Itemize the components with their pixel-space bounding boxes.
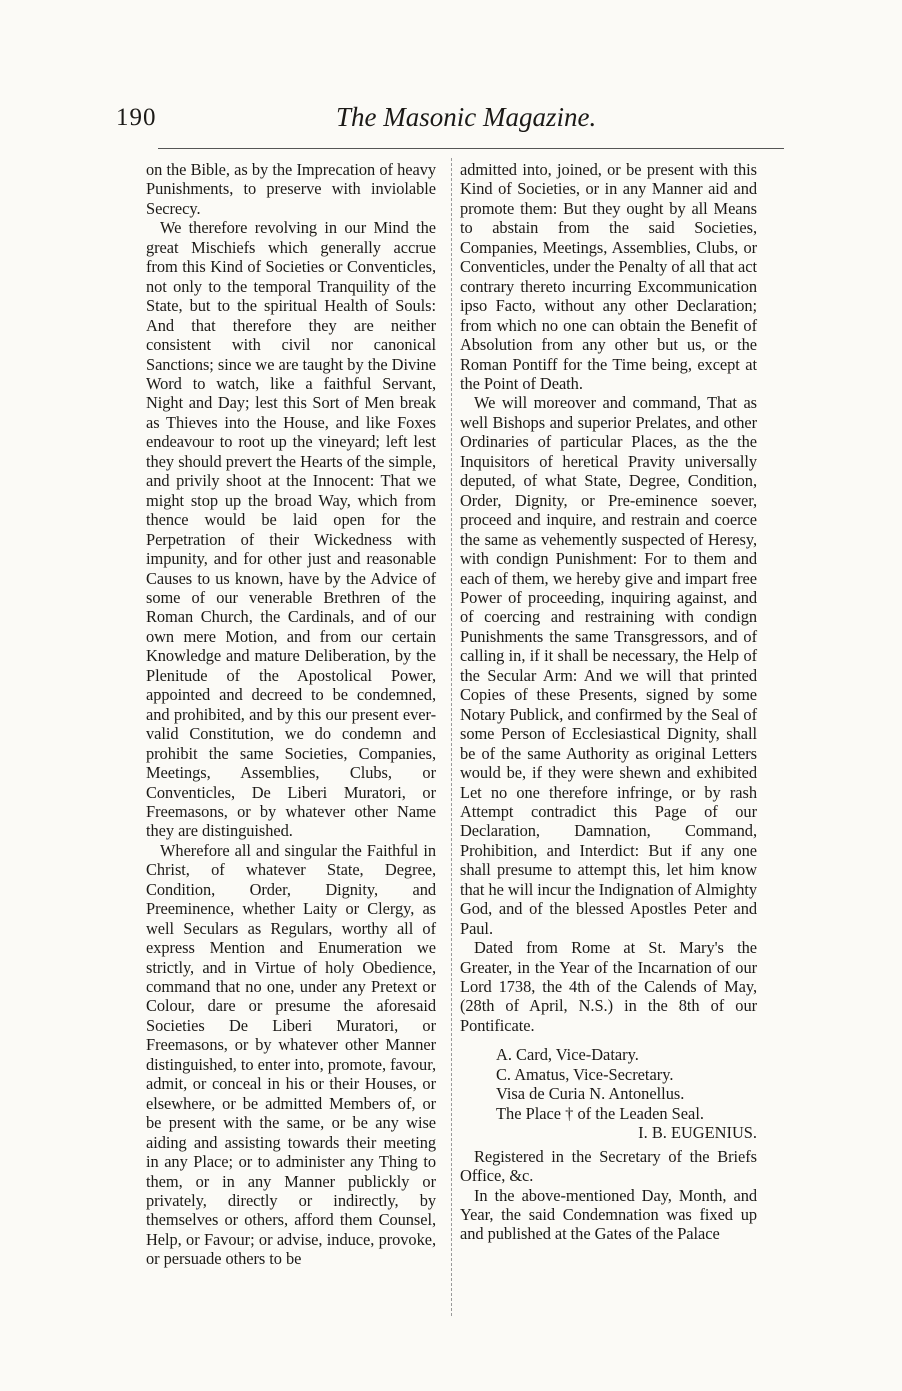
paragraph: In the above-mentioned Day, Month, and Year, the said Condemnation was fixed up and published at the Gates of the Palace	[460, 1185, 757, 1244]
pope-signature: I. B. EUGENIUS.	[638, 1123, 757, 1143]
paragraph: on the Bible, as by the Imprecation of heavy Punishments, to preserve with inviolable Secrecy.	[146, 160, 436, 218]
paragraph: Registered in the Secretary of the Briefs Office, &c.	[460, 1146, 757, 1186]
page-header	[0, 100, 902, 140]
right-column	[460, 160, 757, 1244]
signature-line: A. Card, Vice-Datary.	[496, 1045, 639, 1065]
signature-line: The Place † of the Leaden Seal.	[496, 1103, 704, 1123]
signature-line: C. Amatus, Vice-Secretary.	[496, 1064, 674, 1084]
paragraph: Wherefore all and singular the Faithful in Christ, of whatever State, Degree, Condition, Order, Dignity, and Preeminence, whether Laity or Clergy, as well Seculars as Regulars, worthy all of express Mention and Enumeration we strictly, and in Virtue of holy Obedience, command that no one, under any Pretext or Colour, dare or presume the aforesaid Societies De Liberi Muratori, or Freemasons, or by whatever other Manner distinguished, to enter into, promote, favour, admit, or conceal in his or their Houses, or elsewhere, or be admitted Members of, or be present with the same, or be any wise aiding and assisting towards their meeting in any Place; or to administer any Thing to them, or in any Manner publickly or privately, directly or indirectly, by themselves or others, afford them Counsel, Help, or Favour; or advise, induce, provoke, or persuade others to be	[146, 840, 436, 1269]
header-rule	[158, 148, 784, 149]
paragraph: admitted into, joined, or be present with this Kind of Societies, or in any Manner aid and promote them: But they ought by all Means to abstain from the said Societies, Companies, Meetings, Assemblies, Clubs, or Conventicles, under the Penalty of all that act contrary thereto incurring Excommunication ipso Facto, without any other Declaration; from which no one can obtain the Benefit of Absolution from any other but us, or the Roman Pontiff for the Time being, except at the Point of Death.	[460, 160, 757, 393]
paragraph: Dated from Rome at St. Mary's the Greater, in the Year of the Incarnation of our Lord 1738, the 4th of the Calends of May, (28th of April, N.S.) in the 8th of our Pontificate.	[460, 938, 757, 1035]
column-divider	[451, 158, 452, 1316]
left-column	[146, 160, 436, 1269]
signature-line: Visa de Curia N. Antonellus.	[496, 1084, 685, 1104]
spacer	[460, 1035, 757, 1045]
running-title: The Masonic Magazine.	[336, 102, 597, 132]
paragraph: We will moreover and command, That as well Bishops and superior Prelates, and other Ordinaries of particular Places, as the the Inquisitors of heretical Pravity universally deputed, of what State, Degree, Condition, Order, Dignity, or Pre-eminence soever, proceed and inquire, and restrain and coerce the same as vehemently suspected of Heresy, with condign Punishment: For to them and each of them, we hereby give and impart free Power of proceeding, inquiring against, and of coercing and restraining with condign Punishments the same Transgressors, and of calling in, if it shall be necessary, the Help of the Secular Arm: And we will that printed Copies of these Presents, signed by some Notary Publick, and confirmed by the Seal of some Person of Ecclesiastical Dignity, shall be of the same Authority as original Letters would be, if they were shewn and exhibited Let no one therefore infringe, or by rash Attempt contradict this Page of our Declaration, Damnation, Command, Prohibition, and Interdict: But if any one shall presume to attempt this, let him know that he will incur the Indignation of Almighty God, and of the blessed Apostles Peter and Paul.	[460, 393, 757, 938]
page-number: 190	[116, 104, 157, 131]
paragraph: We therefore revolving in our Mind the great Mischiefs which generally accrue from this Kind of Societies or Conventicles, not only to the temporal Tranquility of the State, but to the spiritual Health of Souls: And that therefore they are neither consistent with civil nor canonical Sanctions; since we are taught by the Divine Word to watch, like a faithful Servant, Night and Day; lest this Sort of Men break as Thieves into the House, and like Foxes endeavour to root up the vineyard; left lest they should prevert the Hearts of the simple, and privily shoot at the Innocent: That we might stop up the broad Way, which from thence would be laid open for the Perpetration of their Wickedness with impunity, and for other just and reasonable Causes to us known, have by the Advice of some of our venerable Brethren of the Roman Church, the Cardinals, and of our own mere Motion, and from our certain Knowledge and mature Deliberation, by the Plenitude of the Apostolical Power, appointed and decreed to be condemned, and prohibited, and by this our present ever-valid Constitution, we do condemn and prohibit the same Societies, Companies, Meetings, Assemblies, Clubs, or Conventicles, De Liberi Muratori, or Freemasons, or by whatever other Name they are distinguished.	[146, 218, 436, 841]
